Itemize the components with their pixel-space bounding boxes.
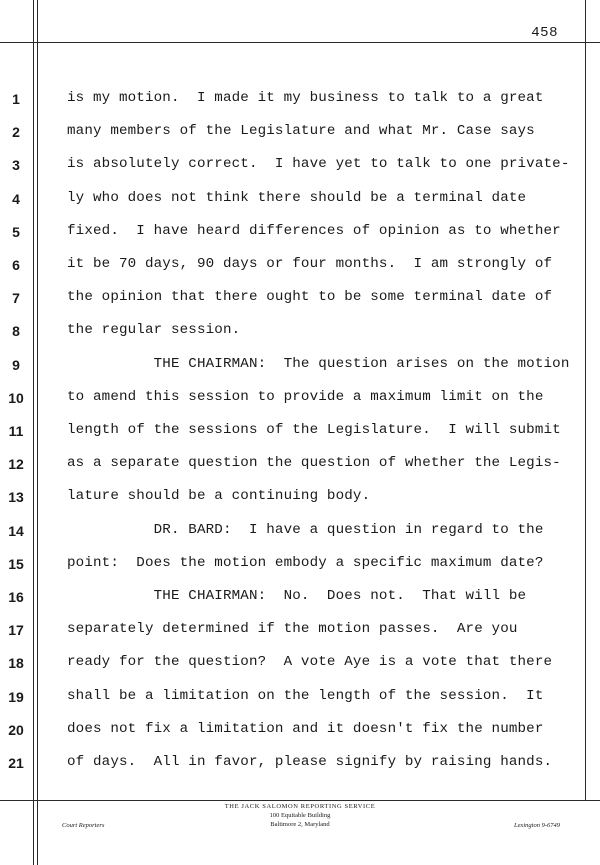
line-number: 20 [8,721,24,738]
transcript-line: is my motion. I made it my business to talk to a great [67,90,544,106]
line-number: 5 [12,223,20,240]
line-number: 21 [8,755,24,771]
transcript-line: length of the sessions of the Legislature. I will submit [67,422,561,438]
left-margin-rule-inner [37,0,38,865]
footer-court-reporters: Court Reporters [62,822,105,829]
transcript-line: THE CHAIRMAN: The question arises on the motion [67,355,570,372]
line-number: 16 [8,589,24,605]
line-number: 7 [12,290,20,307]
transcript-line: ready for the question? A vote Aye is a vote that there [67,654,553,671]
transcript-line: shall be a limitation on the length of the session. It [67,687,544,704]
transcript-line: of days. All in favor, please signify by raising hands. [67,754,553,770]
transcript-line: the regular session. [67,322,241,339]
left-margin-rule [33,0,34,865]
transcript-line: the opinion that there ought to be some terminal date of [67,289,553,306]
line-number: 13 [8,489,24,506]
page-number: 458 [531,25,558,41]
transcript-line: ly who does not think there should be a terminal date [67,189,527,206]
line-number: 9 [12,356,20,373]
transcript-line: THE CHAIRMAN: No. Does not. That will be [67,588,527,604]
line-number: 3 [12,157,20,174]
reporting-service-address-line1: 100 Equitable Building [269,812,331,819]
footer-rule [0,800,600,801]
transcript-line: lature should be a continuing body. [67,488,371,505]
line-number: 17 [8,622,24,639]
reporting-service-name: THE JACK SALOMON REPORTING SERVICE [224,803,376,810]
transcript-line: is absolutely correct. I have yet to talk to one private- [67,156,570,173]
transcript-line: it be 70 days, 90 days or four months. I am strongly of [67,256,553,272]
line-number: 18 [8,655,24,672]
reporting-service-address-line2: Baltimore 2, Maryland [270,821,330,828]
line-number: 2 [12,124,20,141]
line-number: 1 [12,91,20,107]
footer-phone: Lexington 9-6749 [513,822,560,829]
transcript-line: to amend this session to provide a maximum limit on the [67,388,544,405]
line-number: 15 [8,555,24,572]
transcript-line: point: Does the motion embody a specific maximum date? [67,554,544,571]
transcript-line: DR. BARD: I have a question in regard to the [67,521,544,538]
line-number: 12 [8,456,24,473]
reporter-footer [200,802,400,829]
transcript-line: many members of the Legislature and what Mr. Case says [67,123,535,140]
line-number: 10 [8,389,24,406]
line-number: 8 [12,323,20,340]
line-number: 19 [8,688,24,705]
line-number: 4 [12,190,20,207]
line-number: 11 [8,423,24,439]
transcript-line: separately determined if the motion passes. Are you [67,621,518,638]
transcript-line: fixed. I have heard differences of opinion as to whether [67,222,561,239]
top-rule [0,42,600,43]
line-number: 14 [8,522,24,539]
transcript-line: as a separate question the question of whether the Legis- [67,455,561,472]
transcript-line: does not fix a limitation and it doesn't fix the number [67,720,544,737]
right-margin-rule [585,0,586,800]
line-number: 6 [12,257,20,273]
